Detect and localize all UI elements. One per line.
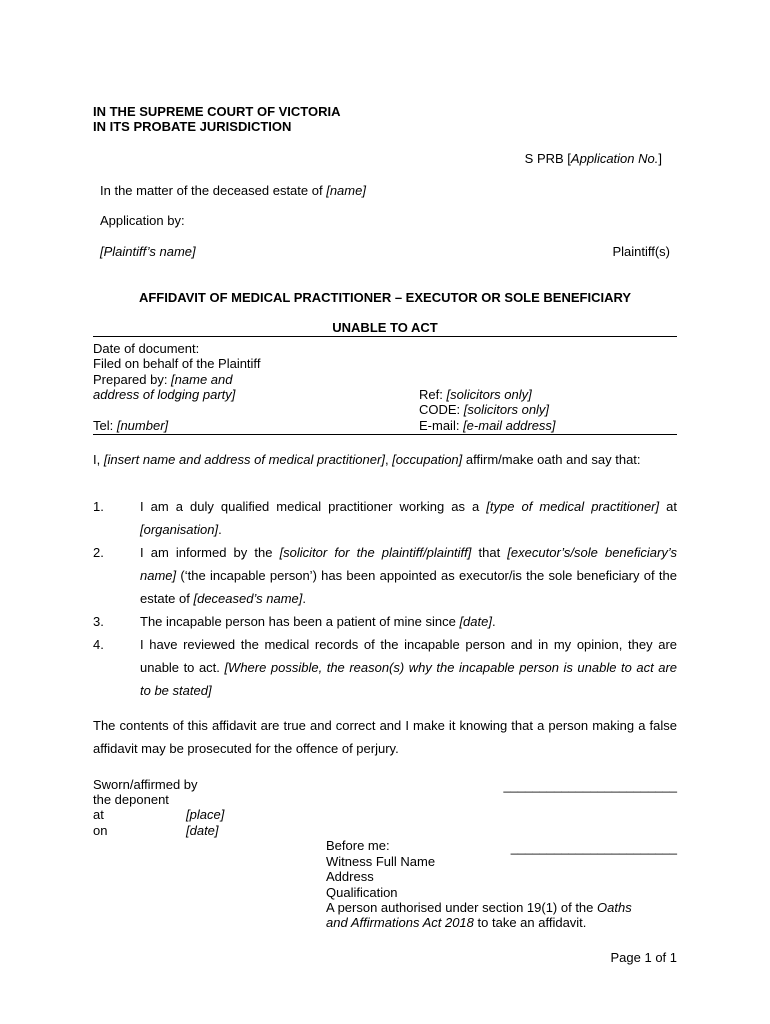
code-field: CODE: [solicitors only] — [419, 402, 550, 417]
court-jurisdiction: IN ITS PROBATE JURISDICTION — [93, 119, 292, 134]
date-field: [date] — [186, 823, 219, 838]
paragraph-number: 2. — [93, 545, 104, 560]
paragraph-4: I have reviewed the medical records of the incapable person and in my opinion, they are unable to act. [Where possible, the reason(s) why the incapable person is unable to act are to be stated] — [140, 637, 677, 698]
plaintiff-name: [Plaintiff’s name] — [100, 244, 196, 259]
sworn-by: Sworn/affirmed by — [93, 777, 198, 792]
filed-on-behalf: Filed on behalf of the Plaintiff — [93, 356, 261, 371]
witness-full-name: Witness Full Name — [326, 854, 436, 869]
prepared-by: Prepared by: [name and — [93, 372, 233, 387]
deponent-signature-line: ________________________ — [503, 778, 677, 793]
witness-signature-line: _______________________ — [510, 840, 677, 855]
witness-qualification: Qualification — [326, 885, 398, 900]
plaintiff-role: Plaintiff(s) — [612, 244, 670, 259]
court-name: IN THE SUPREME COURT OF VICTORIA — [93, 104, 341, 119]
closing-statement: The contents of this affidavit are true and correct and I make it knowing that a person making a false affidavit may be prosecuted for the offence of perjury. — [93, 718, 677, 756]
date-of-document: Date of document: — [93, 341, 200, 356]
page-number: Page 1 of 1 — [610, 950, 677, 965]
estate-line: In the matter of the deceased estate of [name] — [100, 183, 366, 198]
paragraph-1: I am a duly qualified medical practitioner working as a [type of medical practitioner] at [organisation]. — [140, 499, 677, 537]
witness-address: Address — [326, 869, 374, 884]
prepared-by-address: address of lodging party] — [93, 387, 236, 402]
application-by: Application by: — [100, 213, 185, 228]
at-label: at — [93, 807, 104, 822]
authorised-person-line1: A person authorised under section 19(1) of the Oaths — [326, 900, 632, 915]
on-label: on — [93, 823, 108, 838]
tel-field: Tel: [number] — [93, 418, 169, 433]
ref-field: Ref: [solicitors only] — [419, 387, 532, 402]
authorised-person-line2: and Affirmations Act 2018 to take an affidavit. — [326, 915, 587, 930]
intro-paragraph: I, [insert name and address of medical practitioner], [occupation] affirm/make oath and say that: — [93, 452, 641, 467]
filing-divider — [93, 434, 677, 435]
paragraph-number: 4. — [93, 637, 104, 652]
case-number: S PRB [Application No.] — [524, 151, 662, 166]
place-field: [place] — [186, 807, 225, 822]
affidavit-title: AFFIDAVIT OF MEDICAL PRACTITIONER – EXECUTOR OR SOLE BENEFICIARY — [138, 290, 632, 305]
paragraph-3: The incapable person has been a patient of mine since [date]. — [140, 614, 496, 629]
email-field: E-mail: [e-mail address] — [419, 418, 556, 433]
before-me: Before me: — [326, 838, 390, 853]
title-divider — [93, 336, 677, 337]
the-deponent: the deponent — [93, 792, 169, 807]
paragraph-number: 3. — [93, 614, 104, 629]
paragraph-2: I am informed by the [solicitor for the plaintiff/plaintiff] that [executor’s/sole beneficiary’s name] (‘the incapable person’) has been appointed as executor/is the sole beneficiary of the estate of [deceased’s name]. — [140, 545, 677, 606]
affidavit-subtitle: UNABLE TO ACT — [332, 320, 438, 335]
paragraph-number: 1. — [93, 499, 104, 514]
